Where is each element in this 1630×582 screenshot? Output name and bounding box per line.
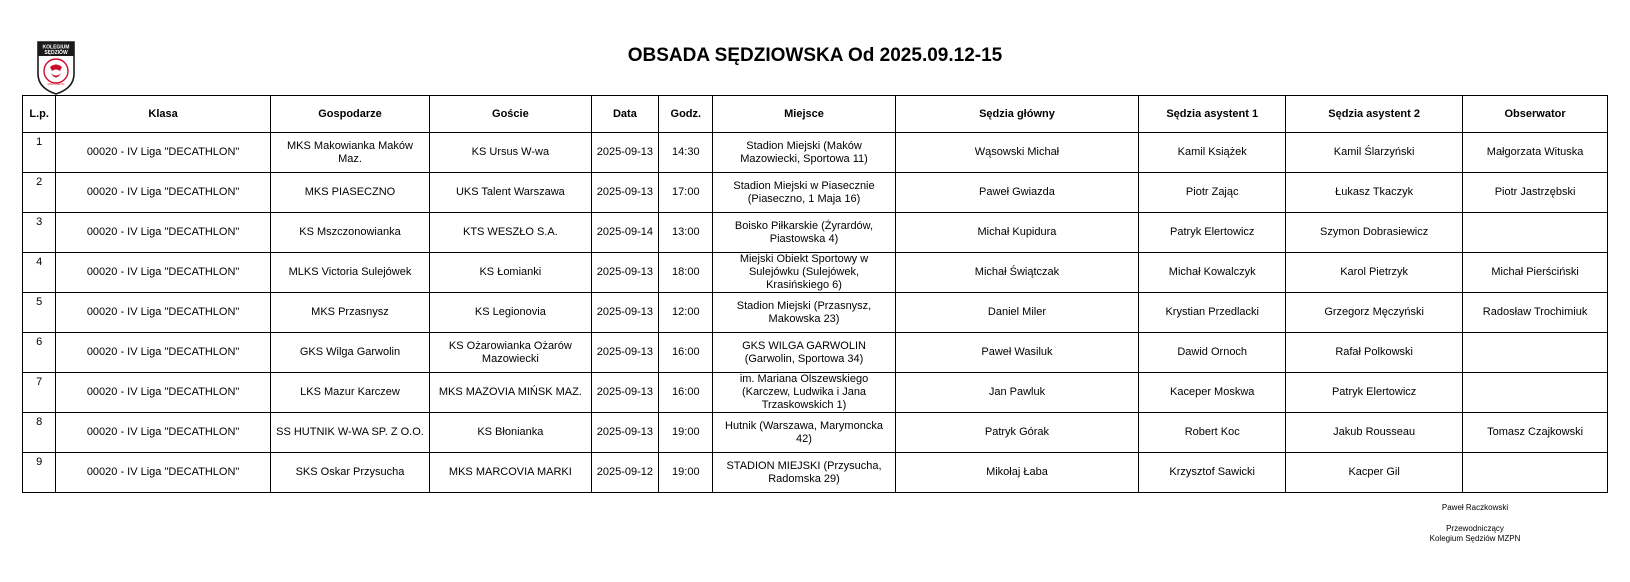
cell-klasa: 00020 - IV Liga "DECATHLON": [56, 453, 271, 493]
cell-data: 2025-09-14: [591, 213, 659, 253]
cell-gospodarze: MKS PIASECZNO: [270, 173, 429, 213]
cell-asystent-1: Krystian Przedlacki: [1139, 293, 1286, 333]
table-row: [23, 333, 1608, 373]
cell-obserwator: [1463, 453, 1608, 493]
cell-goscie: KS Legionovia: [430, 293, 591, 333]
cell-klasa: 00020 - IV Liga "DECATHLON": [56, 253, 271, 293]
cell-data: 2025-09-13: [591, 333, 659, 373]
cell-asystent-1: Patryk Elertowicz: [1139, 213, 1286, 253]
logo-line1: KOLEGIUM: [42, 44, 70, 51]
cell-sedzia-glowny: Jan Pawluk: [895, 373, 1139, 413]
cell-obserwator: [1463, 333, 1608, 373]
cell-goscie: UKS Talent Warszawa: [430, 173, 591, 213]
cell-godz: 13:00: [659, 213, 713, 253]
cell-godz: 17:00: [659, 173, 713, 213]
cell-godz: 16:00: [659, 373, 713, 413]
signatory-org: Kolegium Sędziów MZPN: [1429, 534, 1521, 543]
cell-goscie: KS Łomianki: [430, 253, 591, 293]
cell-klasa: 00020 - IV Liga "DECATHLON": [56, 373, 271, 413]
cell-data: 2025-09-13: [591, 173, 659, 213]
column-header: Godz.: [659, 96, 713, 133]
cell-lp: 1: [23, 133, 56, 173]
cell-goscie: KS Błonianka: [430, 413, 591, 453]
cell-lp: 2: [23, 173, 56, 213]
cell-lp: 9: [23, 453, 56, 493]
cell-obserwator: Piotr Jastrzębski: [1463, 173, 1608, 213]
cell-asystent-2: Patryk Elertowicz: [1286, 373, 1463, 413]
column-header: Miejsce: [713, 96, 895, 133]
cell-goscie: MKS MAZOVIA MIŃSK MAZ.: [430, 373, 591, 413]
cell-godz: 19:00: [659, 453, 713, 493]
cell-lp: 3: [23, 213, 56, 253]
table-row: [23, 293, 1608, 333]
column-header: Goście: [430, 96, 591, 133]
cell-gospodarze: SS HUTNIK W-WA SP. Z O.O.: [270, 413, 429, 453]
cell-godz: 18:00: [659, 253, 713, 293]
column-header: Obserwator: [1463, 96, 1608, 133]
cell-lp: 6: [23, 333, 56, 373]
signatory-block: [1420, 524, 1530, 544]
cell-godz: 19:00: [659, 413, 713, 453]
cell-data: 2025-09-13: [591, 373, 659, 413]
cell-miejsce: Boisko Piłkarskie (Żyrardów, Piastowska 4): [713, 213, 895, 253]
cell-obserwator: Małgorzata Wituska: [1463, 133, 1608, 173]
cell-lp: 8: [23, 413, 56, 453]
cell-asystent-1: Piotr Zając: [1139, 173, 1286, 213]
cell-sedzia-glowny: Daniel Miler: [895, 293, 1139, 333]
table-row: [23, 133, 1608, 173]
cell-miejsce: STADION MIEJSKI (Przysucha, Radomska 29): [713, 453, 895, 493]
cell-asystent-1: Kamil Książek: [1139, 133, 1286, 173]
cell-obserwator: Tomasz Czajkowski: [1463, 413, 1608, 453]
cell-asystent-2: Kacper Gil: [1286, 453, 1463, 493]
cell-lp: 7: [23, 373, 56, 413]
cell-miejsce: Stadion Miejski w Piasecznie (Piaseczno, 1 Maja 16): [713, 173, 895, 213]
column-header: Data: [591, 96, 659, 133]
cell-asystent-1: Krzysztof Sawicki: [1139, 453, 1286, 493]
cell-miejsce: Stadion Miejski (Maków Mazowiecki, Sportowa 11): [713, 133, 895, 173]
cell-klasa: 00020 - IV Liga "DECATHLON": [56, 293, 271, 333]
cell-asystent-1: Dawid Ornoch: [1139, 333, 1286, 373]
cell-sedzia-glowny: Mikołaj Łaba: [895, 453, 1139, 493]
cell-sedzia-glowny: Paweł Gwiazda: [895, 173, 1139, 213]
table-row: [23, 413, 1608, 453]
signatory-role: Przewodniczący: [1446, 524, 1504, 533]
table-row: [23, 213, 1608, 253]
cell-miejsce: Miejski Obiekt Sportowy w Sulejówku (Sulejówek, Krasińskiego 6): [713, 253, 895, 293]
cell-asystent-2: Jakub Rousseau: [1286, 413, 1463, 453]
cell-asystent-1: Michał Kowalczyk: [1139, 253, 1286, 293]
assignment-table: [22, 95, 1608, 493]
table-row: [23, 253, 1608, 293]
cell-gospodarze: SKS Oskar Przysucha: [270, 453, 429, 493]
cell-asystent-2: Szymon Dobrasiewicz: [1286, 213, 1463, 253]
cell-asystent-2: Grzegorz Męczyński: [1286, 293, 1463, 333]
cell-gospodarze: GKS Wilga Garwolin: [270, 333, 429, 373]
cell-sedzia-glowny: Michał Kupidura: [895, 213, 1139, 253]
table-row: [23, 373, 1608, 413]
table-header-row: [23, 96, 1608, 133]
column-header: Sędzia asystent 2: [1286, 96, 1463, 133]
cell-obserwator: [1463, 213, 1608, 253]
cell-sedzia-glowny: Wąsowski Michał: [895, 133, 1139, 173]
cell-klasa: 00020 - IV Liga "DECATHLON": [56, 333, 271, 373]
signatory-name: Paweł Raczkowski: [1441, 503, 1509, 512]
cell-obserwator: [1463, 373, 1608, 413]
cell-data: 2025-09-12: [591, 453, 659, 493]
cell-godz: 14:30: [659, 133, 713, 173]
cell-klasa: 00020 - IV Liga "DECATHLON": [56, 413, 271, 453]
cell-miejsce: im. Mariana Olszewskiego (Karczew, Ludwika i Jana Trzaskowskich 1): [713, 373, 895, 413]
cell-lp: 4: [23, 253, 56, 293]
cell-klasa: 00020 - IV Liga "DECATHLON": [56, 213, 271, 253]
cell-klasa: 00020 - IV Liga "DECATHLON": [56, 133, 271, 173]
cell-obserwator: Radosław Trochimiuk: [1463, 293, 1608, 333]
cell-obserwator: Michał Pierściński: [1463, 253, 1608, 293]
cell-sedzia-glowny: Patryk Górak: [895, 413, 1139, 453]
cell-asystent-1: Kaceper Moskwa: [1139, 373, 1286, 413]
cell-sedzia-glowny: Paweł Wasiluk: [895, 333, 1139, 373]
cell-godz: 12:00: [659, 293, 713, 333]
column-header: Sędzia asystent 1: [1139, 96, 1286, 133]
cell-miejsce: GKS WILGA GARWOLIN (Garwolin, Sportowa 34): [713, 333, 895, 373]
table-row: [23, 173, 1608, 213]
cell-data: 2025-09-13: [591, 133, 659, 173]
cell-data: 2025-09-13: [591, 253, 659, 293]
cell-asystent-2: Rafał Polkowski: [1286, 333, 1463, 373]
cell-godz: 16:00: [659, 333, 713, 373]
cell-gospodarze: MKS Przasnysz: [270, 293, 429, 333]
logo-line2: SĘDZIÓW: [44, 50, 68, 56]
cell-goscie: MKS MARCOVIA MARKI: [430, 453, 591, 493]
cell-asystent-2: Karol Pietrzyk: [1286, 253, 1463, 293]
cell-goscie: KTS WESZŁO S.A.: [430, 213, 591, 253]
cell-sedzia-glowny: Michał Świątczak: [895, 253, 1139, 293]
cell-miejsce: Stadion Miejski (Przasnysz, Makowska 23): [713, 293, 895, 333]
table-row: [23, 453, 1608, 493]
page-title: OBSADA SĘDZIOWSKA Od 2025.09.12-15: [627, 45, 1003, 66]
column-header: L.p.: [23, 96, 56, 133]
cell-miejsce: Hutnik (Warszawa, Marymoncka 42): [713, 413, 895, 453]
logo-seal-text: MAZOWIECKI: [47, 83, 65, 86]
cell-asystent-2: Kamil Ślarzyński: [1286, 133, 1463, 173]
cell-gospodarze: LKS Mazur Karczew: [270, 373, 429, 413]
cell-gospodarze: MKS Makowianka Maków Maz.: [270, 133, 429, 173]
cell-data: 2025-09-13: [591, 413, 659, 453]
column-header: Gospodarze: [270, 96, 429, 133]
column-header: Klasa: [56, 96, 271, 133]
cell-klasa: 00020 - IV Liga "DECATHLON": [56, 173, 271, 213]
column-header: Sędzia główny: [895, 96, 1139, 133]
cell-goscie: KS Ursus W-wa: [430, 133, 591, 173]
cell-gospodarze: MLKS Victoria Sulejówek: [270, 253, 429, 293]
cell-gospodarze: KS Mszczonowianka: [270, 213, 429, 253]
cell-goscie: KS Ożarowianka Ożarów Mazowiecki: [430, 333, 591, 373]
cell-asystent-2: Łukasz Tkaczyk: [1286, 173, 1463, 213]
cell-lp: 5: [23, 293, 56, 333]
cell-data: 2025-09-13: [591, 293, 659, 333]
cell-asystent-1: Robert Koc: [1139, 413, 1286, 453]
